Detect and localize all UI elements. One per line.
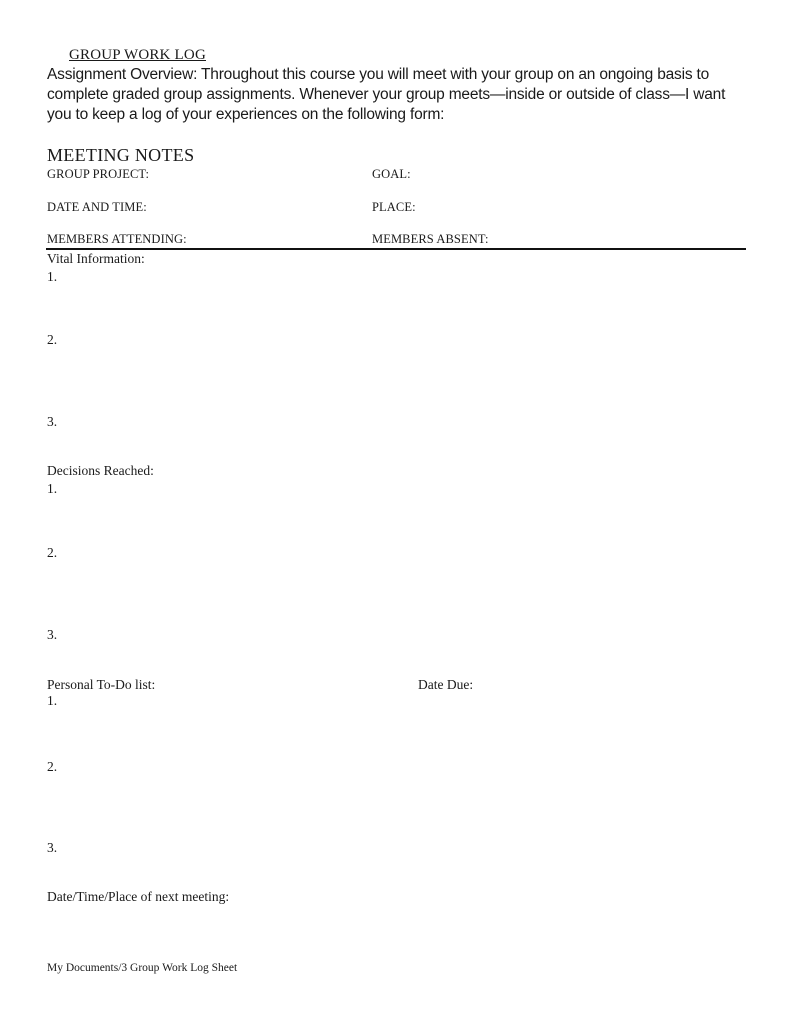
date-due-label: Date Due: — [418, 677, 474, 692]
members-absent-label: MEMBERS ABSENT: — [372, 232, 489, 246]
next-meeting-label: Date/Time/Place of next meeting: — [47, 889, 230, 904]
vital-information-label: Vital Information: — [47, 251, 145, 266]
vital-item-1: 1. — [47, 269, 58, 284]
place-label: PLACE: — [372, 200, 416, 214]
group-project-label: GROUP PROJECT: — [47, 167, 150, 181]
meeting-notes-heading: MEETING NOTES — [47, 145, 195, 165]
vital-item-2: 2. — [47, 332, 58, 347]
todo-item-1: 1. — [47, 693, 58, 708]
date-time-label: DATE AND TIME: — [47, 200, 147, 214]
decisions-reached-label: Decisions Reached: — [47, 463, 154, 478]
vital-item-3: 3. — [47, 414, 58, 429]
todo-item-3: 3. — [47, 840, 58, 855]
section-divider — [46, 248, 746, 250]
decision-item-3: 3. — [47, 627, 58, 642]
todo-item-2: 2. — [47, 759, 58, 774]
goal-label: GOAL: — [372, 167, 411, 181]
document-footer-path: My Documents/3 Group Work Log Sheet — [47, 962, 238, 974]
document-title: GROUP WORK LOG — [69, 47, 206, 63]
decision-item-1: 1. — [47, 481, 58, 496]
assignment-overview: Assignment Overview: Throughout this course you will meet with your group on an ongoing basis to complete graded group assignments. Whenever your group meets—inside or outside of class—I want you to keep a log of your experiences on the following form: — [47, 66, 726, 123]
members-attending-label: MEMBERS ATTENDING: — [47, 232, 187, 246]
decision-item-2: 2. — [47, 545, 58, 560]
todo-list-label: Personal To-Do list: — [47, 677, 156, 692]
